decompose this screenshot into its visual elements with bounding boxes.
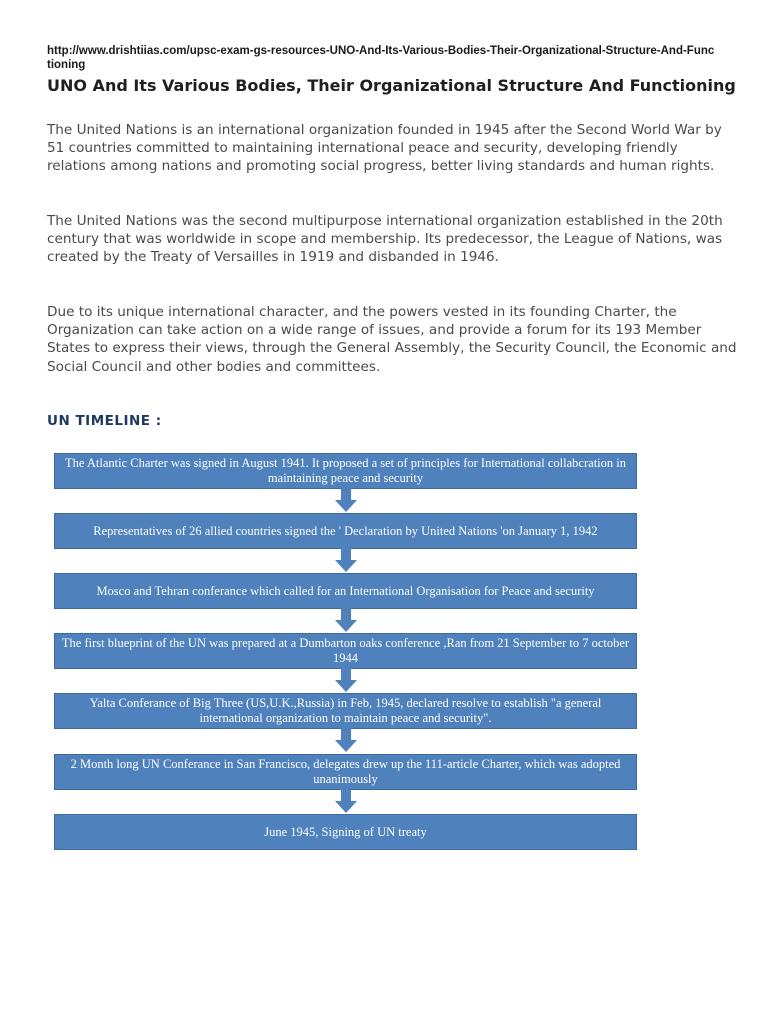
- timeline-step-san-francisco: 2 Month long UN Conferance in San Francisco, delegates drew up the 111-article Charter, which was adopted unanimously: [54, 754, 637, 790]
- down-arrow-icon: [335, 608, 357, 632]
- down-arrow-icon: [335, 668, 357, 692]
- timeline-heading: UN TIMELINE :: [47, 413, 162, 429]
- timeline-flowchart: [54, 453, 637, 853]
- timeline-step-moscow-tehran: Mosco and Tehran conferance which called for an International Organisation for Peace and security: [54, 573, 637, 609]
- timeline-step-atlantic-charter: The Atlantic Charter was signed in August 1941. It proposed a set of principles for International collabcration in maintaining peace and security: [54, 453, 637, 489]
- down-arrow-icon: [335, 789, 357, 813]
- intro-paragraph: The United Nations is an international organization founded in 1945 after the Second World War by 51 countries committed to maintaining international peace and security, developing friendly relations among nations and promoting social progress, better living standards and human rights.: [47, 122, 722, 175]
- timeline-step-yalta: Yalta Conferance of Big Three (US,U.K.,Russia) in Feb, 1945, declared resolve to establish "a general international organization to maintain peace and security".: [54, 693, 637, 729]
- down-arrow-icon: [335, 488, 357, 512]
- timeline-step-declaration: Representatives of 26 allied countries signed the ' Declaration by United Nations 'on January 1, 1942: [54, 513, 637, 549]
- down-arrow-icon: [335, 728, 357, 752]
- page-title: UNO And Its Various Bodies, Their Organizational Structure And Functioning: [47, 76, 736, 95]
- mandate-paragraph: Due to its unique international character, and the powers vested in its founding Charter, the Organization can take action on a wide range of issues, and provide a forum for its 193 Member States to express their views, through the General Assembly, the Security Council, the Economic and Social Council and other bodies and committees.: [47, 304, 737, 375]
- source-url[interactable]: http://www.drishtiias.com/upsc-exam-gs-resources-UNO-And-Its-Various-Bodies-Their-Organizational-Structure-And-Functioning: [47, 45, 715, 71]
- timeline-step-dumbarton-oaks: The first blueprint of the UN was prepared at a Dumbarton oaks conference ,Ran from 21 September to 7 october 1944: [54, 633, 637, 669]
- history-paragraph: The United Nations was the second multipurpose international organization established in the 20th century that was worldwide in scope and membership. Its predecessor, the League of Nations, was created by the Treaty of Versailles in 1919 and disbanded in 1946.: [47, 213, 723, 266]
- timeline-step-un-treaty: June 1945, Signing of UN treaty: [54, 814, 637, 850]
- down-arrow-icon: [335, 548, 357, 572]
